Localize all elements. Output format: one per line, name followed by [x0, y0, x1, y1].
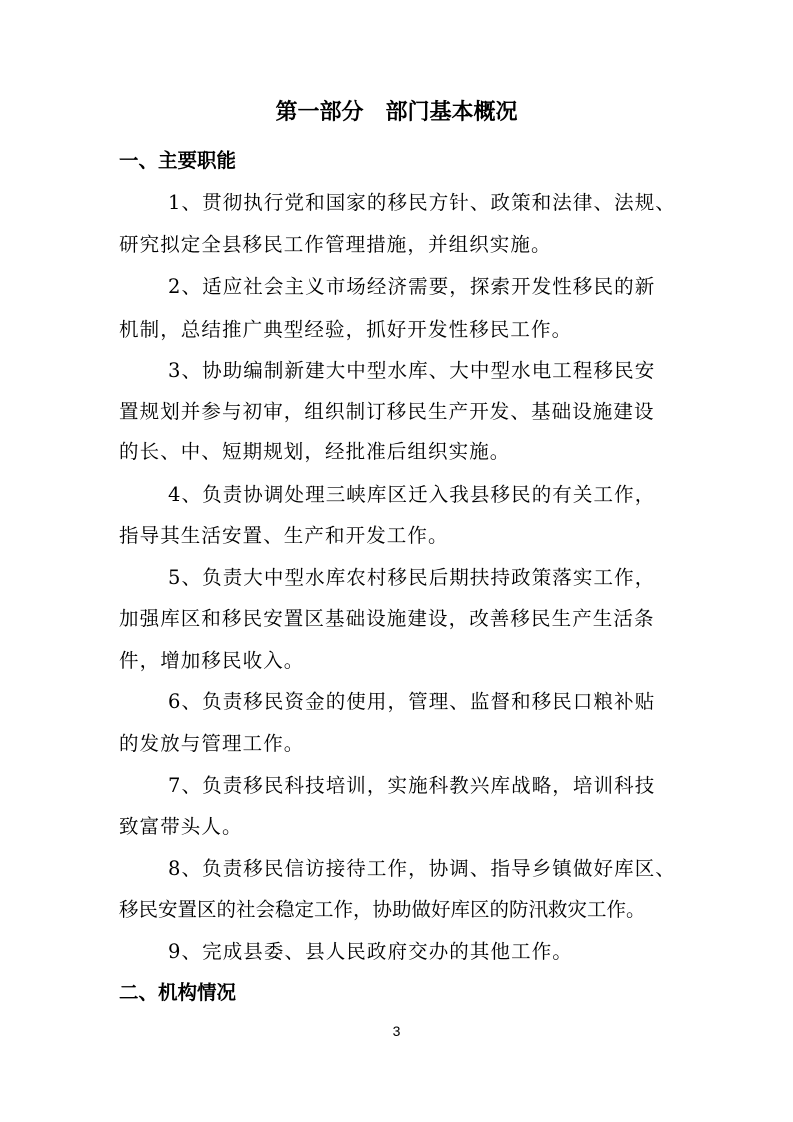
page-number: 3	[392, 1023, 401, 1039]
paragraph-line: 的长、中、短期规划，经批准后组织实施。	[119, 440, 511, 463]
page-title: 第一部分 部门基本概况	[275, 100, 518, 125]
paragraph-line: 1、贯彻执行党和国家的移民方针、政策和法律、法规、	[168, 191, 676, 214]
paragraph-line: 2、适应社会主义市场经济需要，探索开发性移民的新	[168, 275, 656, 298]
paragraph-line: 3、协助编制新建大中型水库、大中型水电工程移民安	[168, 359, 656, 382]
paragraph-line: 置规划并参与初审，组织制订移民生产开发、基础设施建设	[119, 400, 655, 423]
paragraph-line: 机制，总结推广典型经验，抓好开发性移民工作。	[119, 318, 573, 341]
paragraph-line: 的发放与管理工作。	[119, 732, 305, 755]
paragraph-line: 8、负责移民信访接待工作，协调、指导乡镇做好库区、	[168, 857, 676, 880]
paragraph-line: 指导其生活安置、生产和开发工作。	[119, 524, 449, 547]
section-heading-functions: 一、主要职能	[119, 149, 237, 172]
paragraph-line: 6、负责移民资金的使用，管理、监督和移民口粮补贴	[168, 690, 656, 713]
paragraph-line: 4、负责协调处理三峡库区迁入我县移民的有关工作，	[168, 483, 656, 506]
paragraph-line: 5、负责大中型水库农村移民后期扶持政策落实工作，	[168, 566, 656, 589]
section-heading-organization: 二、机构情况	[119, 981, 237, 1004]
paragraph-line: 致富带头人。	[119, 815, 243, 838]
paragraph-line: 移民安置区的社会稳定工作，协助做好库区的防汛救灾工作。	[119, 898, 646, 921]
paragraph-line: 加强库区和移民安置区基础设施建设，改善移民生产生活条	[119, 607, 655, 630]
paragraph-line: 研究拟定全县移民工作管理措施，并组织实施。	[119, 233, 552, 256]
paragraph-line: 9、完成县委、县人民政府交办的其他工作。	[168, 940, 573, 963]
paragraph-line: 件，增加移民收入。	[119, 649, 305, 672]
paragraph-line: 7、负责移民科技培训，实施科教兴库战略，培训科技	[168, 774, 656, 797]
